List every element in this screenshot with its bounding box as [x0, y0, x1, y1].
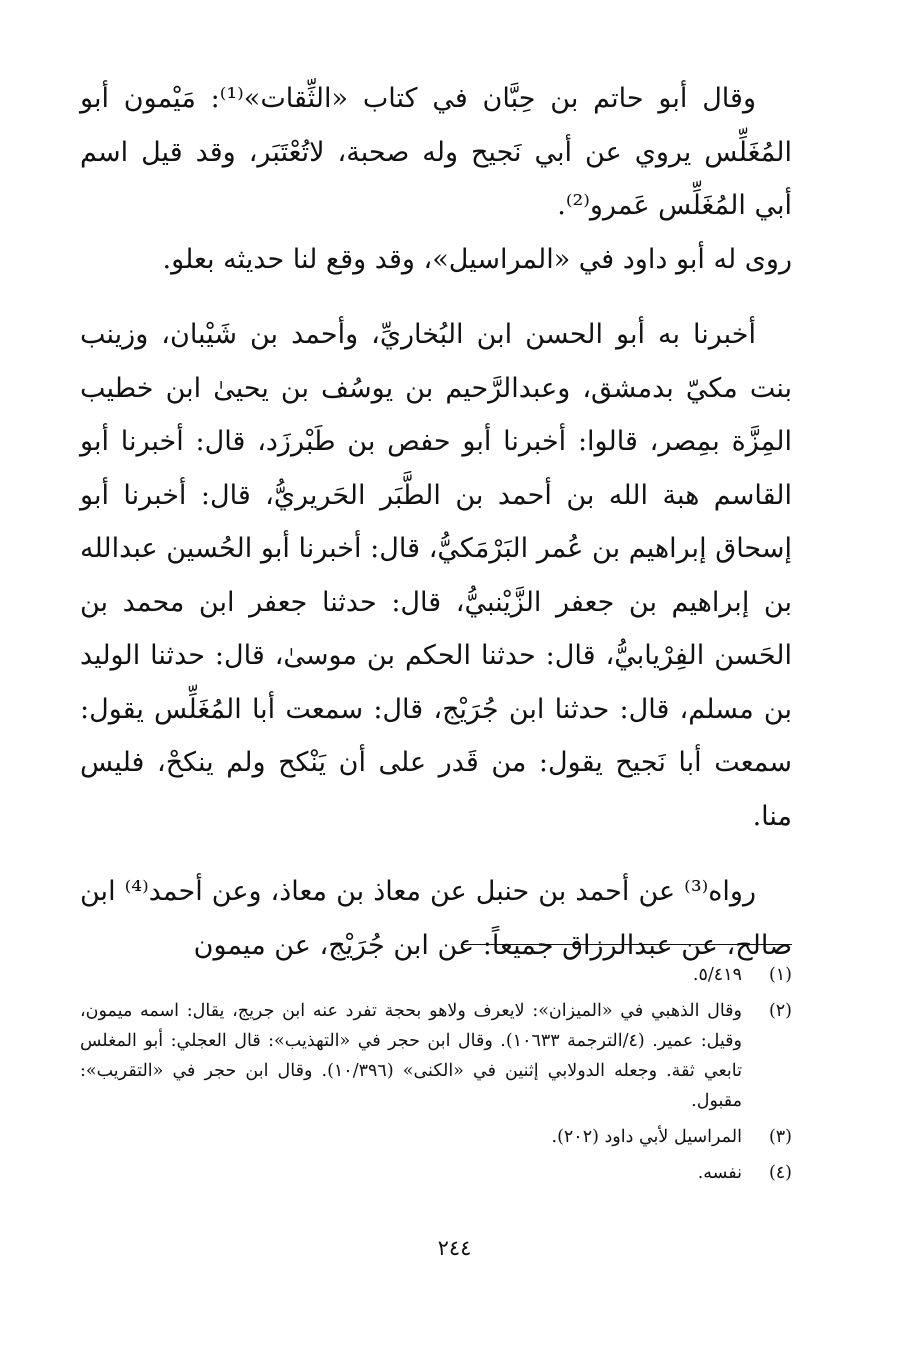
main-text [80, 72, 792, 972]
footnote-text: نفسه. [697, 1163, 742, 1183]
footnote-number: (٤) [768, 1163, 792, 1183]
footnote [80, 1122, 792, 1152]
footnote-text: المراسيل لأبي داود (٢٠٢). [551, 1127, 742, 1147]
footnote-number: (٣) [768, 1127, 792, 1147]
footnote [80, 1158, 792, 1188]
paragraph-riwayah: رواه⁽³⁾ عن أحمد بن حنبل عن معاذ بن معاذ، وعن أحمد⁽⁴⁾ ابن صالح، عن عبدالرزاق جميعاً: عن ابن جُرَيْج، عن ميمون [80, 876, 792, 961]
footnote [80, 960, 792, 990]
paragraph-isnad: أخبرنا به أبو الحسن ابن البُخاريِّ، وأحمد بن شَيْبان، وزينب بنت مكيّ بدمشق، وعبدالرَّحيم بن يوسُف بن يحيىٰ ابن خطيب المِزَّة بمِصر، قالوا: أخبرنا أبو حفص بن طَبْرزَد، قال: أخبرنا أبو القاسم هبة الله بن أحمد بن الطَّبَر الحَريريُّ، قال: أخبرنا أبو إسحاق إبراهيم بن عُمر البَرْمَكيُّ، قال: أخبرنا أبو الحُسين عبدالله بن إبراهيم بن جعفر الزَّيْنبيُّ، قال: حدثنا جعفر ابن محمد بن الحَسن الفِرْيابيُّ، قال: حدثنا الحكم بن موسىٰ، قال: حدثنا الوليد بن مسلم، قال: حدثنا ابن جُرَيْج، قال: سمعت أبا المُغَلِّس يقول: سمعت أبا نَجيح يقول: من قَدر على أن يَنْكح ولم ينكحْ، فليس منا. [80, 319, 792, 832]
paragraph-abu-dawud: روى له أبو داود في «المراسيل»، وقد وقع لنا حديثه بعلو. [162, 243, 792, 275]
footnote [80, 996, 792, 1116]
footnote-separator [462, 944, 792, 945]
footnote-number: (٢) [768, 1001, 792, 1021]
page-number: ٢٤٤ [437, 1236, 472, 1260]
footnotes [80, 960, 792, 1194]
footnote-number: (١) [768, 965, 792, 985]
paragraph-ibn-hibban: وقال أبو حاتم بن حِبَّان في كتاب «الثِّقات»⁽¹⁾: مَيْمون أبو المُغَلِّس يروي عن أبي نَجيح وله صحبة، لاتُعْتَبَر، وقد قيل اسم أبي المُغَلِّس عَمرو⁽²⁾. [80, 83, 792, 221]
footnote-text: ٥/٤١٩. [692, 965, 742, 985]
footnote-text: وقال الذهبي في «الميزان»: لايعرف ولاهو بحجة تفرد عنه ابن جريج، يقال: اسمه ميمون، وقيل: عمير. (٤/الترجمة ١٠٦٣٣). وقال ابن حجر في «التهذيب»: قال العجلي: أبو المغلس تابعي ثقة. وجعله الدولابي إثنين في «الكنى» (١٠/٣٩٦). وقال ابن حجر في «التقريب»: مقبول. [80, 1001, 742, 1111]
